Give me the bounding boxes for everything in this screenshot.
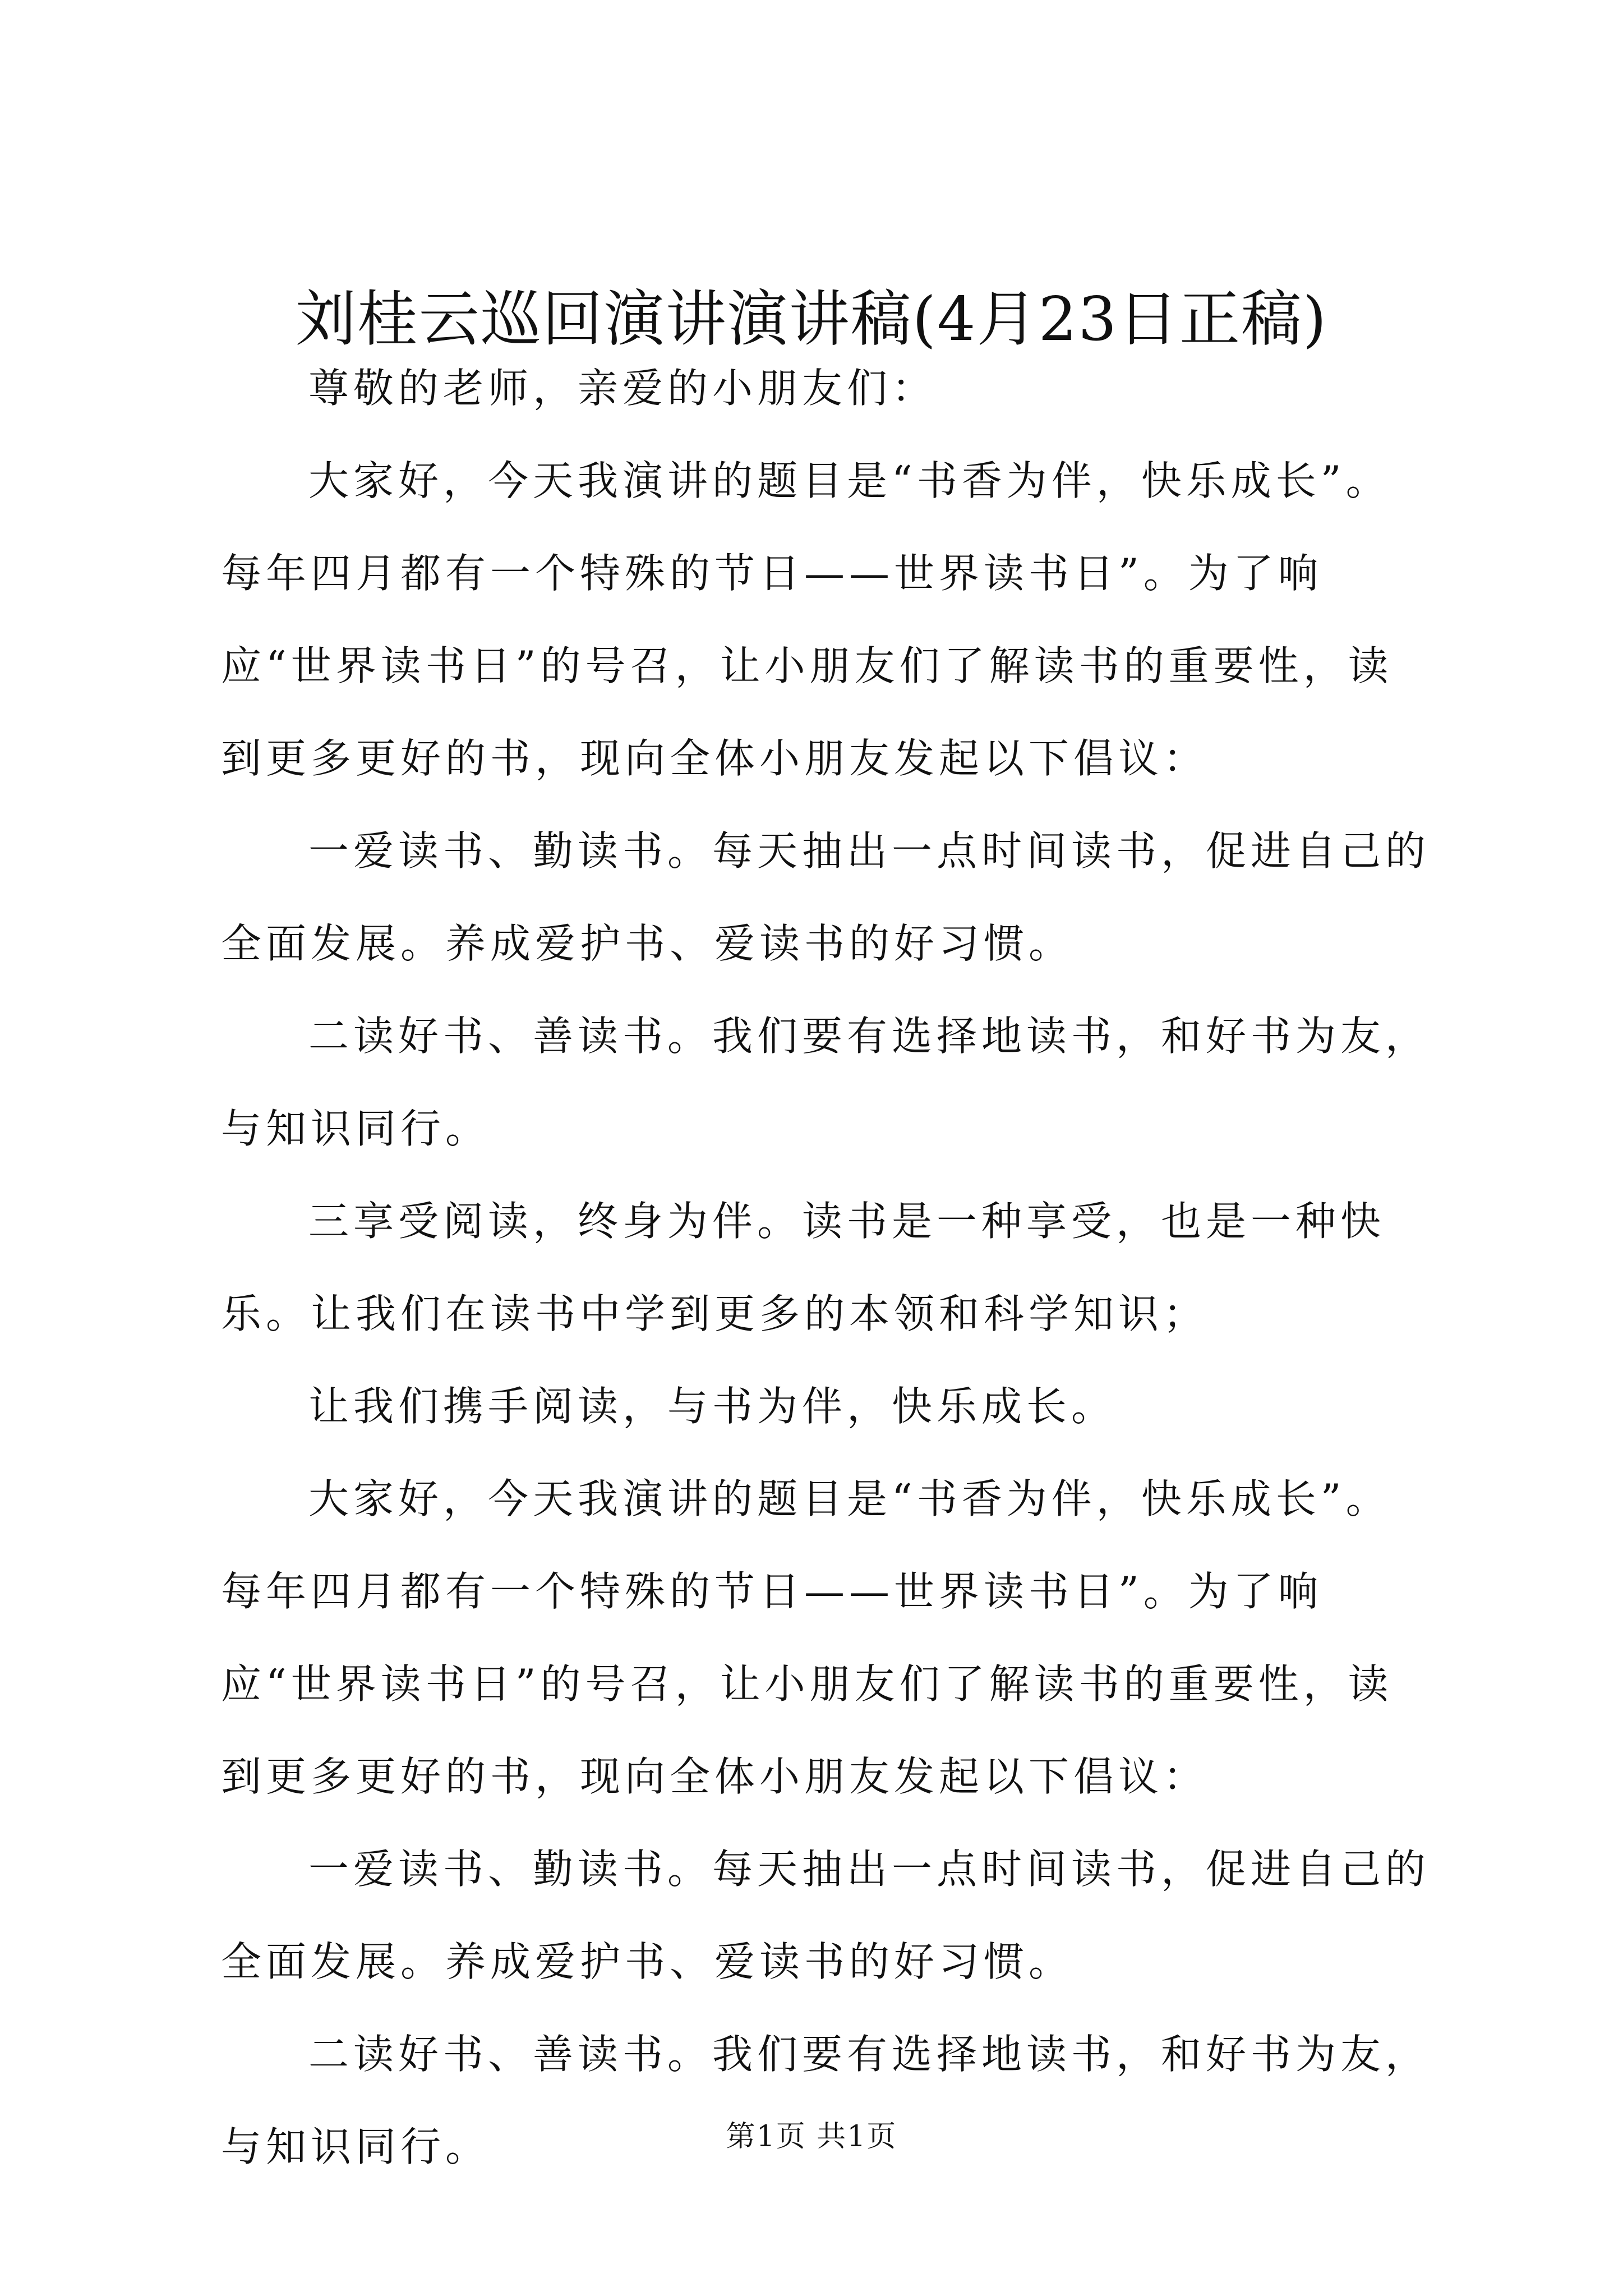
paragraph: 大家好，今天我演讲的题目是“书香为伴，快乐成长”。每年四月都有一个特殊的节日——世界读书日”。为了响应“世界读书日”的号召，让小朋友们了解读书的重要性，读到更多更好的书，现向全体小朋友发起以下倡议：: [221, 1475, 1393, 1800]
paragraph: 二读好书、善读书。我们要有选择地读书，和好书为友，与知识同行。: [221, 1013, 1431, 1152]
document-body: [221, 342, 1432, 2193]
page-footer: 第1页 共1页: [726, 2120, 897, 2154]
paragraph: 让我们携手阅读，与书为伴，快乐成长。: [308, 1383, 1117, 1430]
document-title: 刘桂云巡回演讲演讲稿(4月23日正稿): [295, 284, 1328, 355]
paragraph: 三享受阅读，终身为伴。读书是一种享受，也是一种快乐。让我们在读书中学到更多的本领和科学知识；: [221, 1198, 1386, 1337]
paragraph: 一爱读书、勤读书。每天抽出一点时间读书，促进自己的全面发展。养成爱护书、爱读书的好习惯。: [221, 1846, 1431, 1985]
paragraph: 大家好，今天我演讲的题目是“书香为伴，快乐成长”。每年四月都有一个特殊的节日——世界读书日”。为了响应“世界读书日”的号召，让小朋友们了解读书的重要性，读到更多更好的书，现向全体小朋友发起以下倡议：: [221, 457, 1393, 782]
paragraph: 尊敬的老师，亲爱的小朋友们：: [308, 365, 937, 412]
paragraph: 二读好书、善读书。我们要有选择地读书，和好书为友，与知识同行。: [221, 2031, 1431, 2170]
paragraph: 一爱读书、勤读书。每天抽出一点时间读书，促进自己的全面发展。养成爱护书、爱读书的好习惯。: [221, 827, 1431, 967]
